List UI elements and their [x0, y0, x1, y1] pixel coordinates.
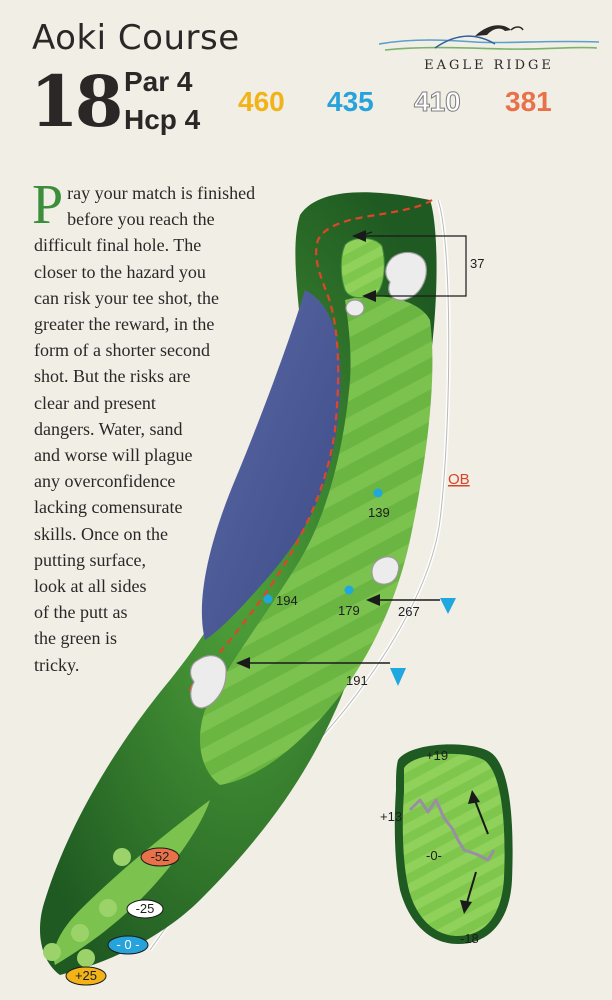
- green-depth-label: 37: [470, 256, 485, 271]
- tee-yardage-gold: 460: [238, 86, 285, 117]
- putting-green: [341, 238, 384, 297]
- description-line: closer to the hazard you: [34, 261, 206, 282]
- description-line: the green is: [34, 628, 117, 649]
- blue-tee-marker-icon: [440, 598, 456, 614]
- description-line: putting surface,: [34, 549, 146, 570]
- yardage-dot-179: [345, 586, 354, 595]
- distance-179: 179: [338, 603, 360, 618]
- description-line: lacking comensurate: [34, 497, 183, 518]
- tee-box: [43, 943, 61, 961]
- tee-offset-label: -52: [150, 849, 170, 864]
- tee-box: [71, 924, 89, 942]
- description-line: shot. But the risks are: [34, 366, 191, 387]
- distance-194: 194: [276, 593, 298, 608]
- tee-box: [113, 848, 131, 866]
- description-line: difficult final hole. The: [34, 235, 202, 256]
- description-line: of the putt as: [34, 602, 128, 623]
- description-line: any overconfidence: [34, 471, 176, 492]
- tee-yardage-red: 381: [505, 86, 552, 117]
- tee-yardage-white: 410: [414, 86, 461, 117]
- green-inset-label-top: +19: [426, 748, 449, 763]
- distance-191: 191: [346, 673, 368, 688]
- description-line: before you reach the: [67, 209, 215, 230]
- description-line: look at all sides: [34, 576, 147, 597]
- hole-number: 18: [30, 60, 120, 143]
- yardage-dot-139: [374, 489, 383, 498]
- tee-offset-label: - 0 -: [116, 937, 140, 952]
- tee-offset-label: -25: [135, 901, 155, 916]
- course-name: Aoki Course: [32, 18, 240, 58]
- description-line: form of a shorter second: [34, 340, 210, 361]
- green-inset-label-left: +13: [380, 809, 403, 824]
- description-line: dangers. Water, sand: [34, 418, 183, 439]
- green-inset-label-center: -0-: [426, 848, 442, 863]
- description-line: skills. Once on the: [34, 523, 168, 544]
- blue-tee-marker-icon: [390, 668, 406, 686]
- description-line: clear and present: [34, 392, 156, 413]
- description-line: and worse will plague: [34, 445, 193, 466]
- logo-text: EAGLE RIDGE: [424, 58, 554, 73]
- tee-box: [77, 949, 95, 967]
- tee-box: [99, 899, 117, 917]
- description-line: greater the reward, in the: [34, 314, 215, 335]
- tee-yardage-blue: 435: [327, 86, 374, 117]
- par-value: Par 4: [124, 66, 193, 97]
- green-inset-surface: [403, 754, 505, 936]
- distance-267: 267: [398, 604, 420, 619]
- tee-offset-label: +25: [74, 968, 98, 983]
- description-line: ray your match is finished: [67, 183, 256, 203]
- small-bunker: [346, 300, 364, 316]
- description-line: can risk your tee shot, the: [34, 287, 219, 308]
- fairway-bunker-right: [372, 557, 399, 584]
- green-inset-label-bottom: -18: [460, 931, 479, 946]
- handicap-value: Hcp 4: [124, 104, 201, 135]
- distance-139: 139: [368, 505, 390, 520]
- description-line: tricky.: [34, 654, 80, 675]
- dropcap: P: [32, 174, 64, 236]
- ob-label: OB: [448, 471, 470, 488]
- hole-description: [32, 174, 304, 678]
- green-inset: [380, 744, 513, 946]
